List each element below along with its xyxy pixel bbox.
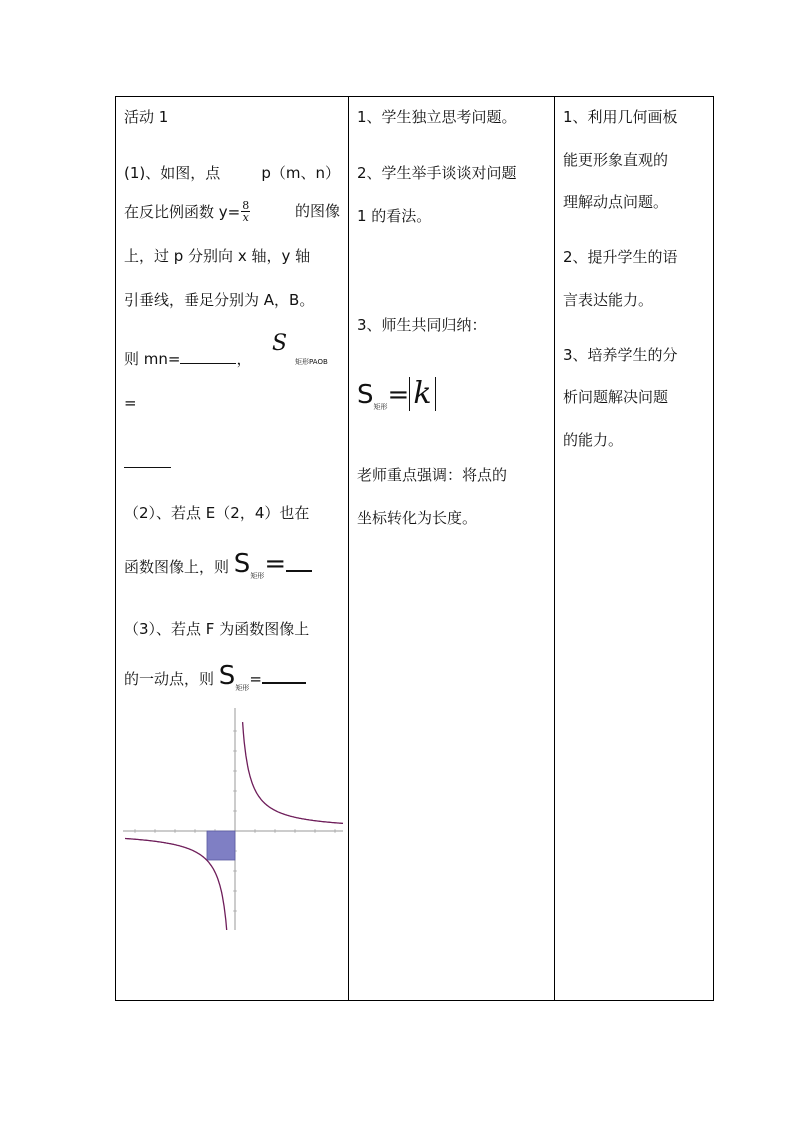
answer-blank	[180, 363, 236, 364]
c2-item1: 1、学生独立思考问题。	[357, 108, 517, 126]
q1-line2: 在反比例函数 y= $\frac{8}{x}$ 的图像	[124, 199, 340, 224]
area-subscript: 矩形PAOB	[295, 358, 328, 366]
c2-item2-line2: 1 的看法。	[357, 207, 432, 225]
curve-branch-quadrant-1	[243, 722, 343, 823]
c2-item2-line1: 2、学生举手谈谈对问题	[357, 164, 517, 182]
q3-line1: （3）、若点 F 为函数图像上	[124, 620, 310, 638]
c2-emphasis-line2: 坐标转化为长度。	[357, 509, 478, 527]
area-formula: $S_{矩形}= k$	[357, 377, 436, 411]
answer-blank	[124, 467, 171, 468]
design-intent-column	[555, 97, 713, 1000]
activity-title: 活动 1	[124, 108, 169, 126]
q1-line5: 则 mn= ，	[124, 350, 252, 368]
area-symbol: S	[272, 331, 288, 356]
q2-line1: （2）、若点 E（2，4）也在	[124, 504, 310, 522]
hyperbola-graph	[123, 708, 343, 930]
c3-item2-line2: 言表达能力。	[563, 291, 654, 309]
student-activity-column	[349, 97, 555, 1000]
fraction-8-over-x: $\frac{8}{x}$	[242, 199, 250, 224]
c3-item1-line1: 1、利用几何画板	[563, 108, 678, 126]
c2-emphasis-line1: 老师重点强调：将点的	[357, 466, 508, 484]
c3-item3-line1: 3、培养学生的分	[563, 346, 678, 364]
c3-item1-line3: 理解动点问题。	[563, 193, 669, 211]
activity-column	[116, 97, 349, 1000]
c2-item3: 3、师生共同归纳：	[357, 316, 487, 334]
c3-item2-line1: 2、提升学生的语	[563, 248, 678, 266]
q1-equals: =	[124, 394, 137, 412]
c3-item3-line3: 的能力。	[563, 431, 624, 449]
q1-line3: 上，过 p 分别向 x 轴，y 轴	[124, 247, 311, 265]
lesson-table	[115, 96, 714, 1001]
q2-line2: 函数图像上，则 $S_{矩形}=$	[124, 551, 312, 580]
q3-line2: 的一动点，则 $S_{矩形}=$	[124, 663, 306, 692]
shaded-rectangle	[207, 831, 235, 860]
c3-item3-line2: 析问题解决问题	[563, 388, 669, 406]
answer-blank	[286, 570, 312, 572]
answer-blank	[262, 682, 306, 684]
q1-line1: (1)、如图，点 p（m、n）	[124, 164, 340, 182]
c3-item1-line2: 能更形象直观的	[563, 151, 669, 169]
absolute-k: k	[409, 377, 435, 411]
q1-line4: 引垂线，垂足分别为 A，B。	[124, 291, 315, 309]
